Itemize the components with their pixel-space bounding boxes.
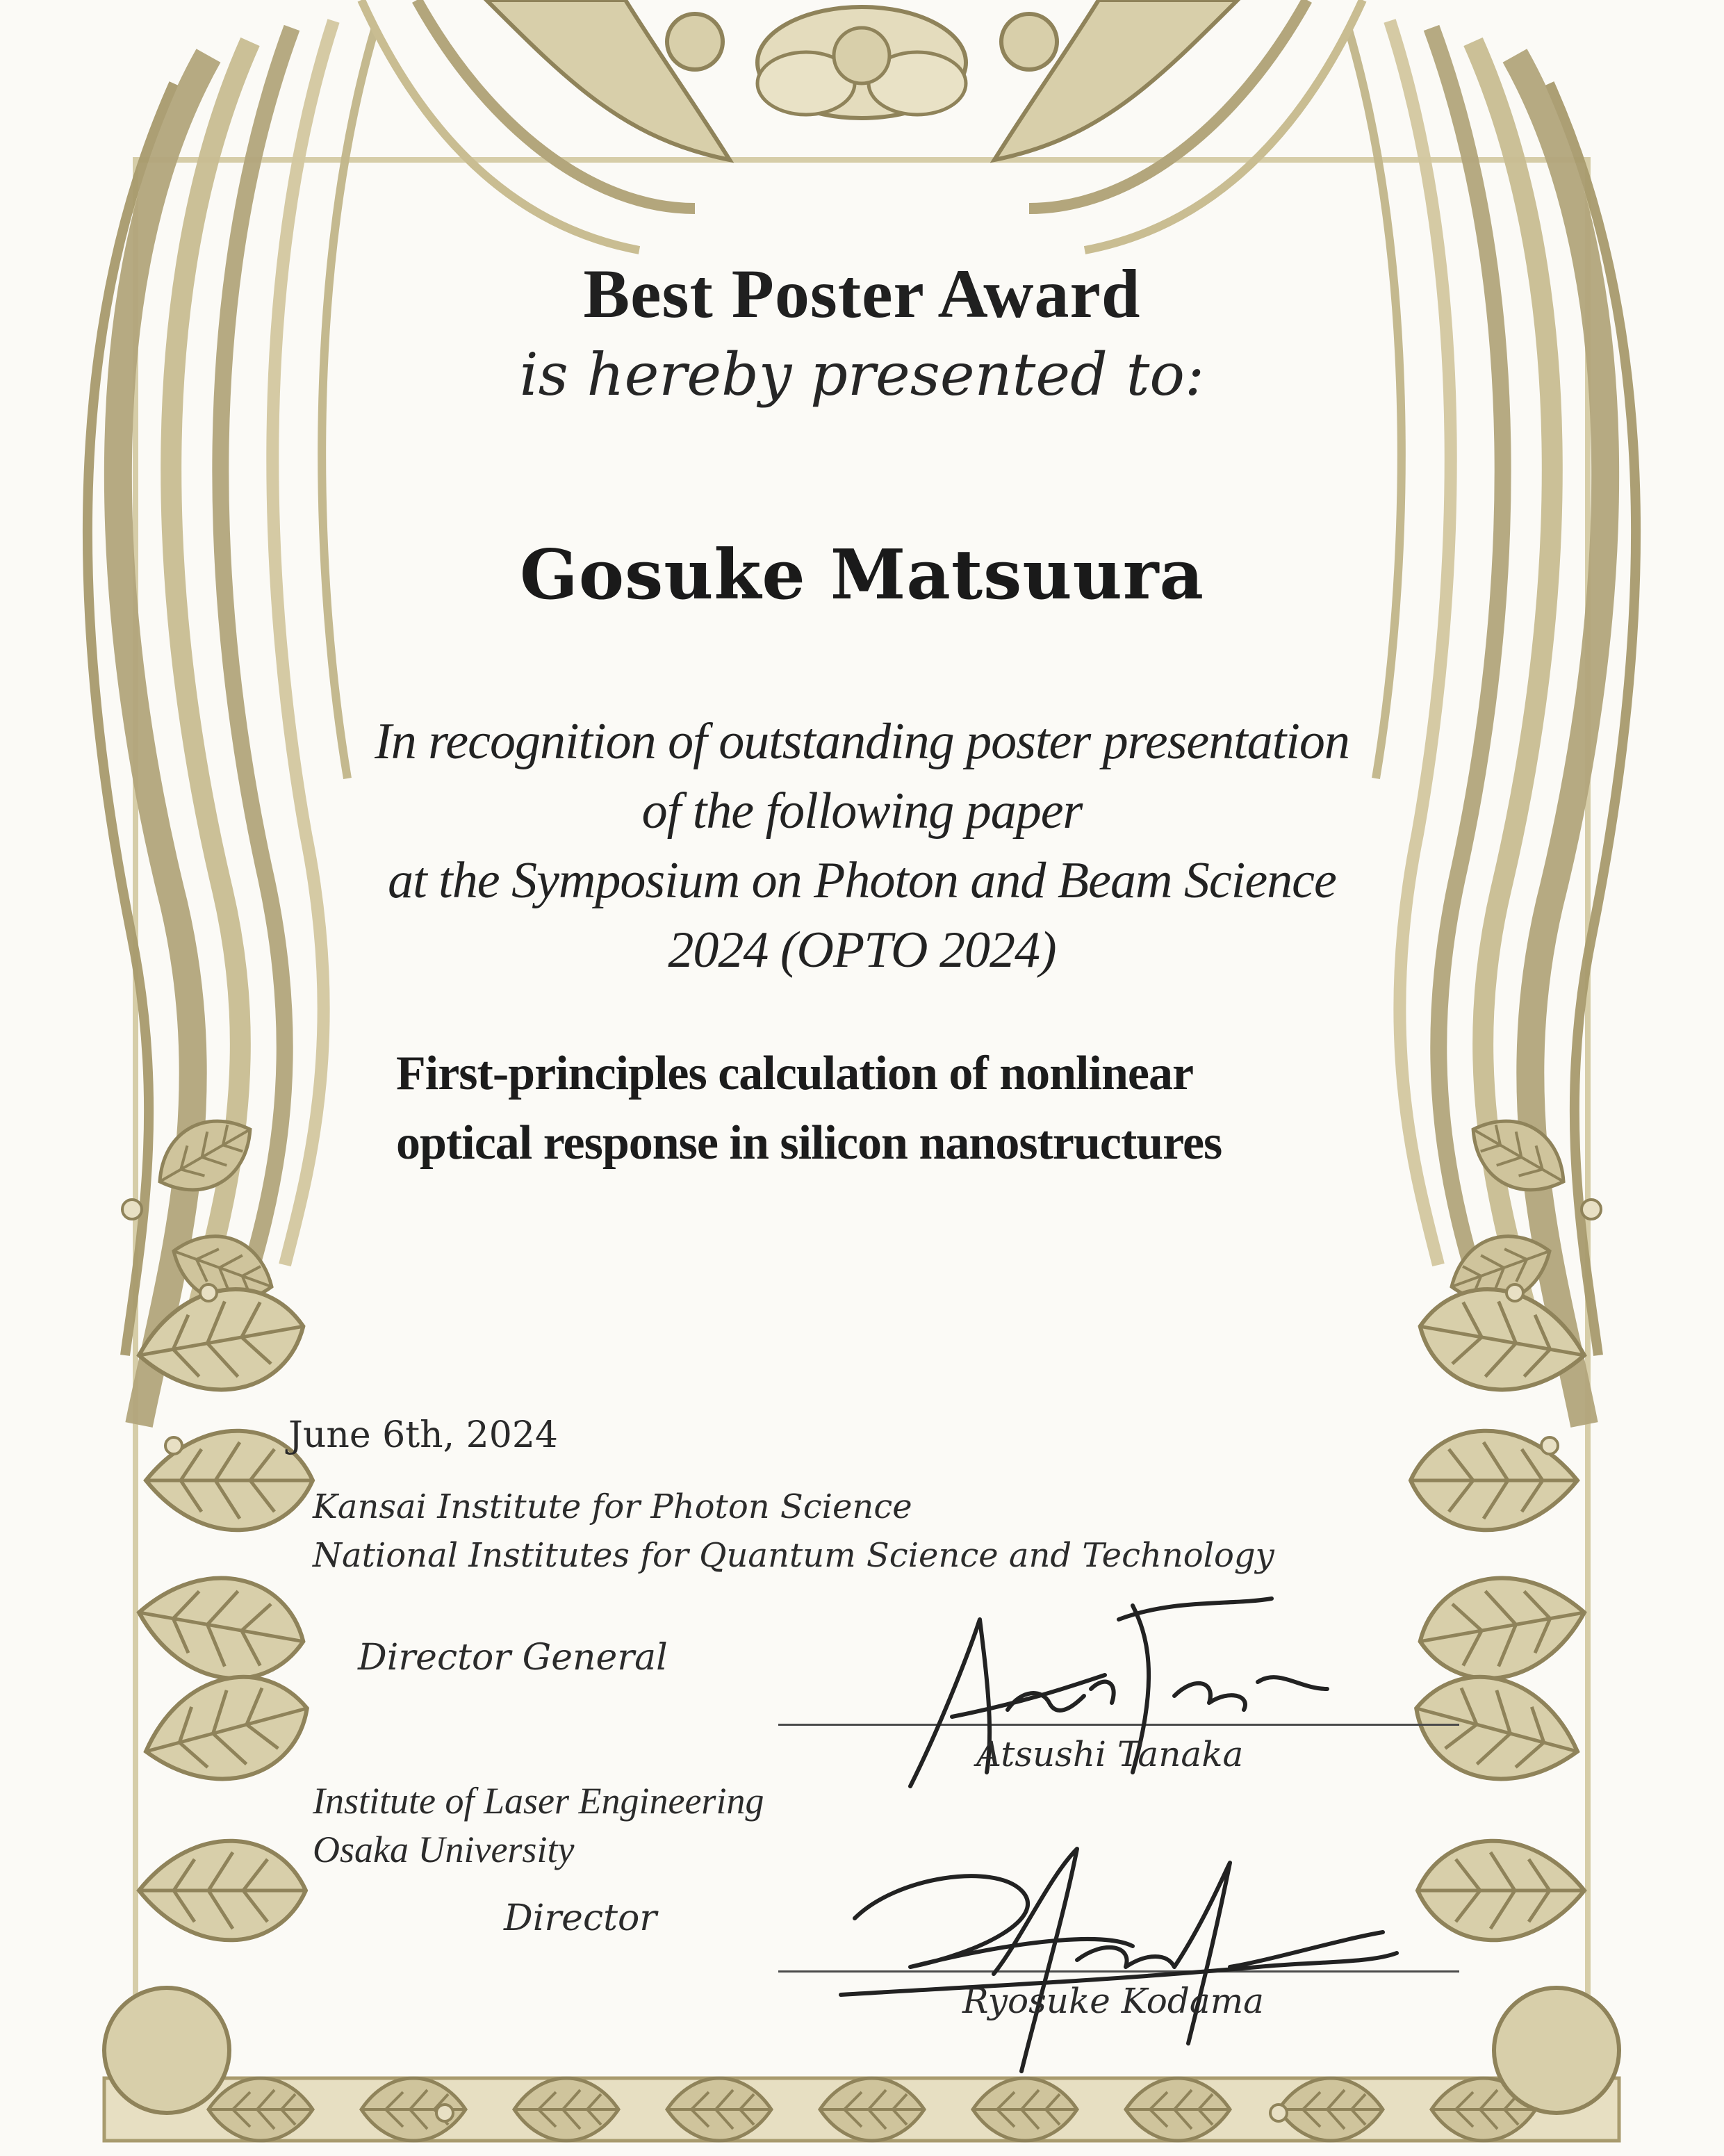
award-title: Best Poster Award: [583, 255, 1141, 332]
recognition-line-3: at the Symposium on Photon and Beam Science: [388, 852, 1336, 909]
award-date: June 6th, 2024: [288, 1414, 558, 1456]
award-subtitle: is hereby presented to:: [519, 341, 1205, 409]
paper-title-line-1: First-principles calculation of nonlinear: [396, 1047, 1194, 1100]
institution-osaka: Osaka University: [313, 1829, 575, 1870]
institution-ile: Institute of Laser Engineering: [313, 1780, 764, 1822]
recognition-line-1: In recognition of outstanding poster presentation: [375, 713, 1349, 770]
role-director-general: Director General: [358, 1637, 668, 1679]
recipient-name: Gosuke Matsuura: [520, 535, 1204, 615]
institution-qst: National Institutes for Quantum Science and Technology: [313, 1536, 1274, 1575]
recognition-line-2: of the following paper: [641, 783, 1083, 840]
signature-atsushi-tanaka: [882, 1592, 1341, 1814]
signatory-name-1: Atsushi Tanaka: [976, 1734, 1244, 1774]
institution-kansai: Kansai Institute for Photon Science: [313, 1487, 912, 1526]
signatory-name-2: Ryosuke Kodama: [962, 1981, 1264, 2021]
paper-title-line-2: optical response in silicon nanostructures: [396, 1116, 1222, 1170]
role-director: Director: [504, 1897, 657, 1939]
recognition-line-4: 2024 (OPTO 2024): [668, 922, 1056, 979]
signature-ryosuke-kodama: [813, 1835, 1411, 2085]
